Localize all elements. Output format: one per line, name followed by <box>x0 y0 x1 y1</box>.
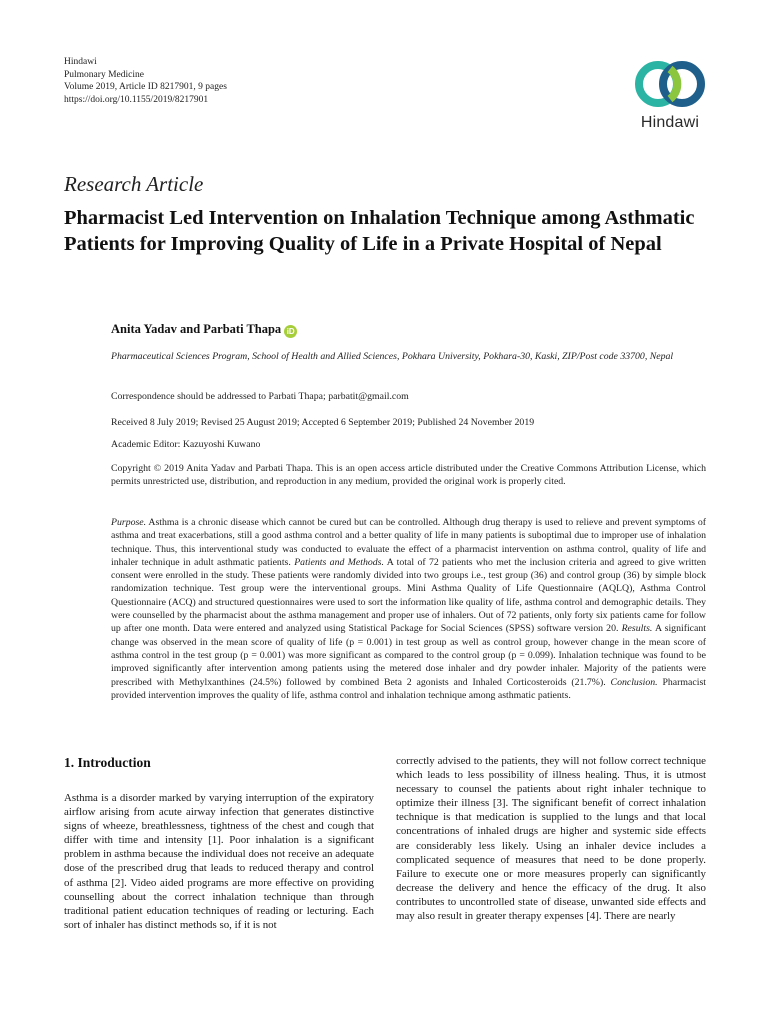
introduction-paragraph-right: correctly advised to the patients, they will not follow correct technique which leads to less possibility of illness healing. Thus, it is utmost necessary to counsel the patients about right inhaler technique to optimize their illness [3]. The significant benefit of correct inhalation technique is that medication is supplied to the lungs and that local concentrations of inhaled drugs are higher and systemic side effects are considerably less likely. Using an inhaler device includes a complicated sequence of measures that need to be done properly. Failure to execute one or more measures properly can significantly decrease the delivery and hence the efficacy of the drug. It also contributes to uncontrolled state of disease, unwanted side effects and may also result in greater therapy expenses [4]. There are nearly <box>396 755 706 923</box>
volume-info: Volume 2019, Article ID 8217901, 9 pages <box>64 82 227 92</box>
abstract-methods: A total of 72 patients who met the inclusion criteria and agreed to give written consent were enrolled in the study. These patients were randomly divided into two groups i.e., test group (36) and control group (36) by simple block randomization technique. Test group were the interventional groups. Mini Asthma Quality of Life Questionnaire (AQLQ), Asthma Control Questionnaire (ACQ) and structured questionnaires were used to sort the information like quality of life, asthma control and demographic details. They were counselled by the pharmacist about the asthma management and proper use of inhalers. Out of 72 patients, only forty six patients came for follow up after one month. Data were entered and analyzed using Statistical Package for Social Sciences (SPSS) software version 20. <box>111 556 706 635</box>
copyright-notice: Copyright © 2019 Anita Yadav and Parbati Thapa. This is an open access article distributed under the Creative Commons Attribution License, which permits unrestricted use, distribution, and reproduction in any medium, provided the original work is properly cited. <box>111 463 706 488</box>
academic-editor: Academic Editor: Kazuyoshi Kuwano <box>111 439 261 450</box>
orcid-icon[interactable]: iD <box>284 325 297 338</box>
abstract-results-label: Results. <box>621 623 653 635</box>
hindawi-logo <box>620 58 720 132</box>
abstract <box>111 516 706 702</box>
author-names: Anita Yadav and Parbati Thapa <box>111 322 282 336</box>
introduction-paragraph-left: Asthma is a disorder marked by varying interruption of the expiratory airflow arising from acute airway infection that generates distinctive signs of wheeze, breathlessness, tightness of the chest and cough that differ with time and intensity [1]. Poor inhalation is a significant problem in asthma because the individual does not receive an adequate dose of the prescribed drug that leads to reduced therapy and control of asthma [2]. Video aided programs are more effective on providing counselling about the correct inhalation technique than through traditional patient education techniques of reading or lecturing. Each sort of inhaler has distinct methods so, if it is not <box>64 792 374 931</box>
abstract-conclusion-label: Conclusion. <box>610 676 658 688</box>
correspondence: Correspondence should be addressed to Parbati Thapa; parbatit@gmail.com <box>111 391 409 402</box>
abstract-conclusion: Pharmacist provided intervention improves the quality of life, asthma control and inhalation technique among asthmatic patients. <box>111 676 706 701</box>
doi-link[interactable]: https://doi.org/10.1155/2019/8217901 <box>64 94 209 105</box>
body-column-left <box>64 754 374 932</box>
section-heading-introduction: 1. Introduction <box>64 755 151 770</box>
article-type: Research Article <box>64 172 204 196</box>
affiliation: Pharmaceutical Sciences Program, School of Health and Allied Sciences, Pokhara University, Pokhara-30, Kaski, ZIP/Post code 33700, Nepal <box>111 351 674 362</box>
body-column-right <box>396 754 706 923</box>
hindawi-logo-icon <box>620 58 720 114</box>
abstract-purpose: Asthma is a chronic disease which cannot be cured but can be controlled. Although drug therapy is used to relieve and prevent symptoms of asthma and treat exacerbations, still a good asthma control and a better quality of life in many patients is suboptimal due to improper use of inhalation technique. Thus, this interventional study was conducted to evaluate the effect of a pharmacist intervention on asthma control, quality of life and inhaler technique in adult asthmatic patients. <box>111 517 706 568</box>
publisher-name: Hindawi <box>64 57 97 67</box>
journal-info <box>64 56 227 106</box>
abstract-results: A significant change was observed in the mean score of quality of life (p = 0.001) in test group as well as control group, however change in the mean score of asthma control in the test group (p = 0.001) was more significant as compared to the control group (p = 0.099). Inhalation technique was found to be improved significantly after intervention among patients using the metered dose inhaler and dry powder inhaler. Majority of the patients were prescribed with Methylxanthines (24.5%) followed by combined Beta 2 agonists and Inhaled Corticosteroids (21.7%). <box>111 623 706 688</box>
authors <box>111 322 297 338</box>
article-title: Pharmacist Led Intervention on Inhalation Technique among Asthmatic Patients for Improving Quality of Life in a Private Hospital of Nepal <box>64 207 695 255</box>
publication-dates: Received 8 July 2019; Revised 25 August 2019; Accepted 6 September 2019; Published 24 November 2019 <box>111 417 535 428</box>
abstract-methods-label: Patients and Methods. <box>294 556 384 568</box>
journal-name: Pulmonary Medicine <box>64 69 144 80</box>
hindawi-logo-text: Hindawi <box>640 114 700 131</box>
abstract-purpose-label: Purpose. <box>111 517 147 528</box>
